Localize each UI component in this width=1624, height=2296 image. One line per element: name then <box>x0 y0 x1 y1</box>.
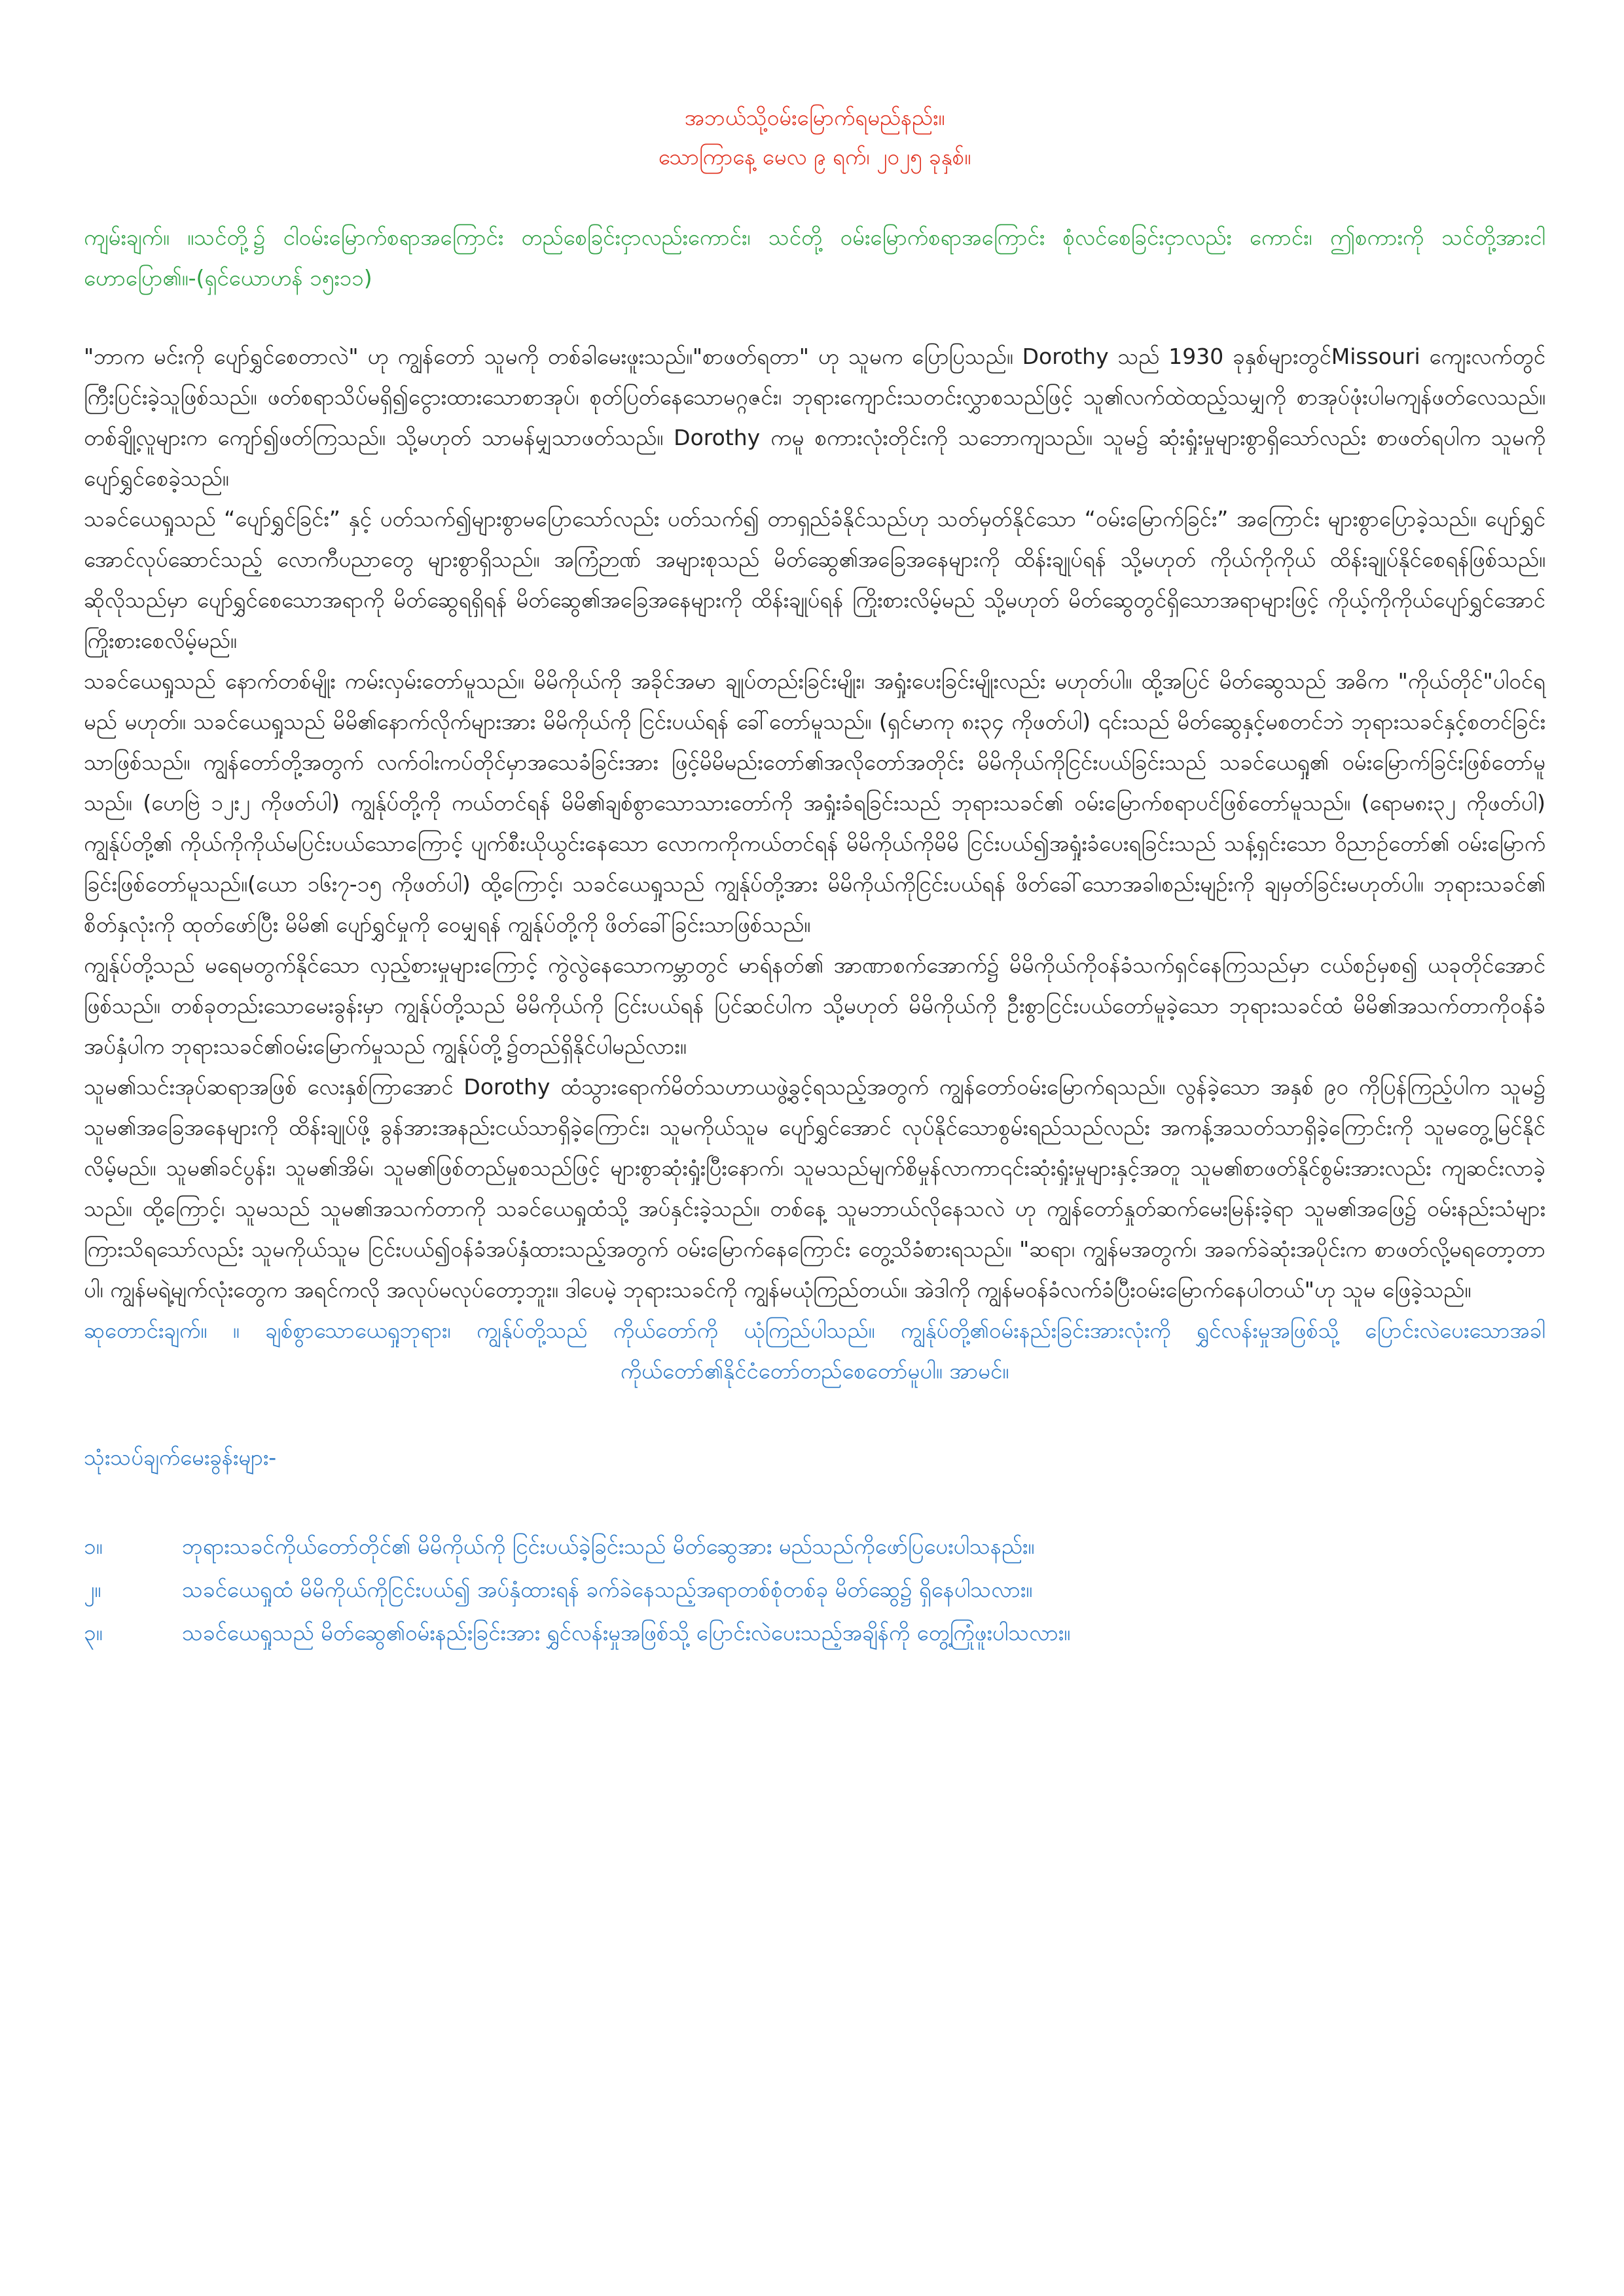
question-item <box>84 1570 1545 1610</box>
paragraph: သခင်ယေရှုသည် “ပျော်ရွှင်ခြင်း” နှင့် ပတ်သက်၍များစွာမပြောသော်လည်း ပတ်သက်၍ တာရှည်ခံနိုင်သည်ဟု သတ်မှတ်နိုင်သော “ဝမ်းမြောက်ခြင်း” အကြောင်း များစွာပြောခဲ့သည်။ ပျော်ရွှင်အောင်လုပ်ဆောင်သည့် လောကီပညာတွေ များစွာရှိသည်။ အကြံဉာဏ် အများစုသည် မိတ်ဆွေ၏အခြေအနေများကို ထိန်းချုပ်ရန် သို့မဟုတ် ကိုယ်ကိုကိုယ် ထိန်းချုပ်နိုင်စေရန်ဖြစ်သည်။ ဆိုလိုသည်မှာ ပျော်ရွှင်စေသောအရာကို မိတ်ဆွေရရှိရန် မိတ်ဆွေ၏အခြေအနေများကို ထိန်းချုပ်ရန် ကြိုးစားလိမ့်မည် သို့မဟုတ် မိတ်ဆွေတွင်ရှိသောအရာများဖြင့် ကိုယ့်ကိုကိုယ်ပျော်ရွှင်အောင်ကြိုးစားစေလိမ့်မည်။ <box>84 506 1545 653</box>
question-number: ၁။ <box>84 1534 103 1559</box>
paragraph: သခင်ယေရှုသည် နောက်တစ်မျိုး ကမ်းလှမ်းတော်မူသည်။ မိမိကိုယ်ကို အခိုင်အမာ ချုပ်တည်းခြင်းမျိုး၊ အရှုံးပေးခြင်းမျိုးလည်း မဟုတ်ပါ။ ထို့အပြင် မိတ်ဆွေသည် အဓိက "ကိုယ်တိုင်"ပါဝင်ရမည် မဟုတ်။ သခင်ယေရှုသည် မိမိ၏နောက်လိုက်များအား မိမိကိုယ်ကို ငြင်းပယ်ရန် ခေါ်တော်မူသည်။ (ရှင်မာကု ၈း၃၄ ကိုဖတ်ပါ) ၎င်းသည် မိတ်ဆွေနှင့်မစတင်ဘဲ ဘုရားသခင်နှင့်စတင်ခြင်းသာဖြစ်သည်။ ကျွန်တော်တို့အတွက် လက်ဝါးကပ်တိုင်မှာအသေခံခြင်းအား ဖြင့်မိမိမည်းတော်၏အလိုတော်အတိုင်း မိမိကိုယ်ကိုငြင်းပယ်ခြင်းသည် သခင်ယေရှု၏ ဝမ်းမြောက်ခြင်းဖြစ်တော်မူသည်။ (ဟေဗြဲ ၁၂း၂ ကိုဖတ်ပါ) ကျွန်ုပ်တို့ကို ကယ်တင်ရန် မိမိ၏ချစ်စွာသောသားတော်ကို အရှုံးခံရခြင်းသည် ဘုရားသခင်၏ ဝမ်းမြောက်စရာပင်ဖြစ်တော်မူသည်။ (ရောမ၈း၃၂ ကိုဖတ်ပါ) ကျွန်ုပ်တို့၏ ကိုယ်ကိုကိုယ်မပြင်းပယ်သောကြောင့် ပျက်စီးယိုယွင်းနေသော လောကကိုကယ်တင်ရန် မိမိကိုယ်ကိုမိမိ ငြင်းပယ်၍အရှုံးခံပေးရခြင်းသည် သန့်ရှင်းသော ဝိညာဉ်တော်၏ ဝမ်းမြောက်ခြင်းဖြစ်တော်မူသည်။(ယော ၁၆း၇-၁၅ ကိုဖတ်ပါ) ထို့ကြောင့်၊ သခင်ယေရှုသည် ကျွန်ုပ်တို့အား မိမိကိုယ်ကိုငြင်းပယ်ရန် ဖိတ်ခေါ်သောအခါ၊စည်းမျဉ်းကို ချမှတ်ခြင်းမဟုတ်ပါ။ ဘုရားသခင်၏ စိတ်နှလုံးကို ထုတ်ဖော်ပြီး မိမိ၏ ပျော်ရွှင်မှုကို ဝေမျှရန် ကျွန်ုပ်တို့ကို ဖိတ်ခေါ်ခြင်းသာဖြစ်သည်။ <box>84 668 1545 937</box>
paragraph: သူမ၏သင်းအုပ်ဆရာအဖြစ် လေးနှစ်ကြာအောင် Dorothy ထံသွားရောက်မိတ်သဟာယဖွဲ့ခွင့်ရသည့်အတွက် ကျွန်တော်ဝမ်းမြောက်ရသည်။ လွန်ခဲ့သော အနှစ် ၉၀ ကိုပြန်ကြည့်ပါက သူမ၌ သူမ၏အခြေအနေများကို ထိန်းချုပ်ဖို့ ခွန်အားအနည်းငယ်သာရှိခဲ့ကြောင်း၊ သူမကိုယ်သူမ ပျော်ရွှင်အောင် လုပ်နိုင်သောစွမ်းရည်သည်လည်း အကန့်အသတ်သာရှိခဲ့ကြောင်းကို သူမတွေ့မြင်နိုင်လိမ့်မည်။ သူမ၏ခင်ပွန်း၊ သူမ၏အိမ်၊ သူမ၏ဖြစ်တည်မှုစသည်ဖြင့် များစွာဆုံးရှုံးပြီးနောက်၊ သူမသည်မျက်စိမှုန်လာကာ၎င်းဆုံးရှုံးမှုများနှင့်အတူ သူမ၏စာဖတ်နိုင်စွမ်းအားလည်း ကျဆင်းလာခဲ့သည်။ ထို့ကြောင့်၊ သူမသည် သူမ၏အသက်တာကို သခင်ယေရှုထံသို့ အပ်နှင်းခဲ့သည်။ တစ်နေ့ သူမဘာယ်လိုနေသလဲ ဟု ကျွန်တော်နှုတ်ဆက်မေးမြန်းခဲ့ရာ သူမ၏အဖြေ၌ ဝမ်းနည်းသံများကြားသိရသော်လည်း သူမကိုယ်သူမ ငြင်းပယ်၍ဝန်ခံအပ်နှံထားသည့်အတွက် ဝမ်းမြောက်နေကြောင်း တွေ့သိခံစားရသည်။ "ဆရာ၊ ကျွန်မအတွက်၊ အခက်ခဲဆုံးအပိုင်းက စာဖတ်လို့မရတော့တာပါ၊ ကျွန်မရဲ့မျက်လုံးတွေက အရင်ကလို အလုပ်မလုပ်တော့ဘူး။ ဒါပေမဲ့ ဘုရားသခင်ကို ကျွန်မယုံကြည်တယ်။ အဲဒါကို ကျွန်မဝန်ခံလက်ခံပြီးဝမ်းမြောက်နေပါတယ်"ဟု သူမ ဖြေခဲ့သည်။ <box>84 1074 1545 1302</box>
document-date: သောကြာနေ့ မေလ ၉ ရက်၊ ၂၀၂၅ ခုနှစ်။ <box>658 144 971 170</box>
question-item <box>84 1526 1545 1567</box>
memory-verse: ကျမ်းချက်။ ။သင်တို့၌ ငါဝမ်းမြောက်စရာအကြောင်း တည်စေခြင်းငှာလည်းကောင်း၊ သင်တို့ ဝမ်းမြောက်စရာအကြောင်း စုံလင်စေခြင်းငှာလည်း ကောင်း၊ ဤစကားကို သင်တို့အားငါဟောပြော၏။-(ရှင်ယောဟန် ၁၅း၁၁) <box>84 224 1545 291</box>
question-number: ၂။ <box>84 1577 101 1602</box>
question-text: သခင်ယေရှုသည် မိတ်ဆွေ၏ဝမ်းနည်းခြင်းအား ရွှင်လန်းမှုအဖြစ်သို့ ပြောင်းလဲပေးသည့်အချိန်ကို တွေ့ကြုံဖူးပါသလား။ <box>182 1620 1071 1645</box>
question-text: သခင်ယေရှုထံ မိမိကိုယ်ကိုငြင်းပယ်၍ အပ်နှံထားရန် ခက်ခဲနေသည့်အရာတစ်စုံတစ်ခု မိတ်ဆွေ၌ ရှိနေပါသလား။ <box>182 1577 1033 1602</box>
prayer: ဆုတောင်းချက်။ ။ ချစ်စွာသောယေရှုဘုရား၊ ကျွန်ုပ်တို့သည် ကိုယ်တော်ကို ယုံကြည်ပါသည်။ ကျွန်ုပ်တို့၏ဝမ်းနည်းခြင်းအားလုံးကို ရွှင်လန်းမှုအဖြစ်သို့ ပြောင်းလဲပေးသောအခါ ကိုယ်တော်၏နိုင်ငံတော်တည်စေတော်မူပါ။ အာမင်။ <box>84 1318 1545 1384</box>
devotional-body <box>84 336 1545 1310</box>
question-item <box>84 1613 1545 1653</box>
paragraph: "ဘာက မင်းကို ပျော်ရွှင်စေတာလဲ" ဟု ကျွန်တော် သူမကို တစ်ခါမေးဖူးသည်။"စာဖတ်ရတာ" ဟု သူမက ပြောပြသည်။ Dorothy သည် 1930 ခုနှစ်များတွင်Missouri ကျေးလက်တွင် ကြီးပြင်းခဲ့သူဖြစ်သည်။ ဖတ်စရာသိပ်မရှိ၍ငွေားထားသောစာအုပ်၊ စုတ်ပြတ်နေသောမဂ္ဂဇင်း၊ ဘုရားကျောင်းသတင်းလွှာစသည်ဖြင့် သူ၏လက်ထဲထည့်သမျှကို စာအုပ်ဖုံးပါမကျန်ဖတ်လေသည်။ တစ်ချို့လူများက ကျော်၍ဖတ်ကြသည်။ သို့မဟုတ် သာမန်မျှသာဖတ်သည်။ Dorothy ကမူ စကားလုံးတိုင်းကို သဘောကျသည်။ သူမ၌ ဆုံးရှုံးမှုများစွာရှိသော်လည်း စာဖတ်ရပါက သူမကို ပျော်ရွှင်စေခဲ့သည်။ <box>84 344 1545 491</box>
paragraph: ကျွန်ုပ်တို့သည် မရေမတွက်နိုင်သော လှည့်စားမှုများကြောင့် ကွဲလွဲနေသောကမ္ဘာတွင် မာရ်နတ်၏ အာဏာစက်အောက်၌ မိမိကိုယ်ကိုဝန်ခံသက်ရှင်နေကြသည်မှာ ငယ်စဉ်မှစ၍ ယခုတိုင်အောင်ဖြစ်သည်။ တစ်ခုတည်းသောမေးခွန်းမှာ ကျွန်ုပ်တို့သည် မိမိကိုယ်ကို ငြင်းပယ်ရန် ပြင်ဆင်ပါက သို့မဟုတ် မိမိကိုယ်ကို ဦးစွာငြင်းပယ်တော်မူခဲ့သော ဘုရားသခင်ထံ မိမိ၏အသက်တာကိုဝန်ခံအပ်နှံပါက ဘုရားသခင်၏ဝမ်းမြောက်မှုသည် ကျွန်ုပ်တို့၌တည်ရှိနိုင်ပါမည်လား။ <box>84 952 1545 1059</box>
question-text: ဘုရားသခင်ကိုယ်တော်တိုင်၏ မိမိကိုယ်ကို ငြင်းပယ်ခဲ့ခြင်းသည် မိတ်ဆွေအား မည်သည်ကိုဖော်ပြပေးပါသနည်း။ <box>182 1534 1035 1559</box>
document-header <box>84 98 1545 177</box>
question-number: ၃။ <box>84 1620 103 1645</box>
document-title: အဘယ်သို့ဝမ်းမြောက်ရမည်နည်း။ <box>684 105 945 130</box>
reflection-questions <box>84 1526 1545 1653</box>
questions-heading: သုံးသပ်ချက်မေးခွန်းများ- <box>84 1444 277 1470</box>
